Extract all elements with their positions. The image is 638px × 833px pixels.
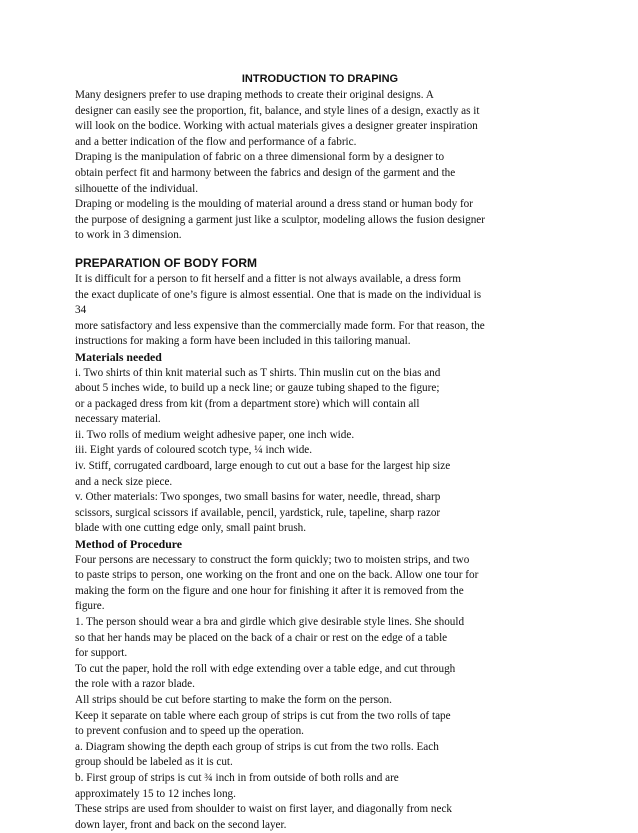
text-line: All strips should be cut before starting to make the form on the person. [75,693,392,706]
text-line: iii. Eight yards of coloured scotch type, ¼ inch wide. [75,444,313,457]
text-line: obtain perfect fit and harmony between the fabrics and design of the garment and the [75,166,456,179]
text-line: ii. Two rolls of medium weight adhesive paper, one inch wide. [75,428,355,441]
text-line: to prevent confusion and to speed up the operation. [75,725,304,738]
text-line: approximately 15 to 12 inches long. [75,787,236,800]
text-line: for support. [75,647,128,660]
text-line: a. Diagram showing the depth each group of strips is cut from the two rolls. Each [75,740,439,753]
text-line: It is difficult for a person to fit herself and a fitter is not always available, a dress form [75,272,461,285]
method-paragraph [75,553,525,833]
text-line: Draping is the manipulation of fabric on a three dimensional form by a designer to [75,151,445,164]
text-line: Four persons are necessary to construct the form quickly; two to moisten strips, and two [75,553,470,566]
text-line: more satisfactory and less expensive than the commercially made form. For that reason, the [75,319,485,332]
page-content [75,72,525,833]
text-line: to paste strips to person, one working on the front and one on the back. Allow one tour for [75,569,479,582]
text-line: scissors, surgical scissors if available, pencil, yardstick, rule, tapeline, sharp razor [75,506,441,519]
text-line: b. First group of strips is cut ¾ inch in from outside of both rolls and are [75,771,399,784]
text-line: making the form on the figure and one hour for finishing it after it is removed from the [75,584,464,597]
page-title: INTRODUCTION TO DRAPING [241,73,399,85]
text-line: v. Other materials: Two sponges, two small basins for water, needle, thread, sharp [75,491,441,504]
text-line: 1. The person should wear a bra and girdle which give desirable style lines. She should [75,616,465,628]
materials-list [75,366,525,538]
intro-paragraph [75,88,525,244]
text-line: Keep it separate on table where each group of strips is cut from the two rolls of tape [75,709,451,722]
text-line: figure. [75,600,105,613]
text-line: 34 [75,304,87,317]
text-line: designer can easily see the proportion, fit, balance, and style lines of a design, exactly as it [75,104,480,117]
text-line: and a neck size piece. [75,475,173,488]
text-line: necessary material. [75,413,161,426]
text-line: These strips are used from shoulder to waist on first layer, and diagonally from neck [75,803,453,816]
text-line: iv. Stiff, corrugated cardboard, large enough to cut out a base for the largest hip size [75,460,451,473]
text-line: the exact duplicate of one’s figure is almost essential. One that is made on the individual is [75,288,482,301]
text-line: blade with one cutting edge only, small paint brush. [75,522,307,535]
text-line: about 5 inches wide, to build up a neck line; or gauze tubing shaped to the figure; [75,382,440,395]
method-heading: Method of Procedure [75,537,183,552]
text-line: down layer, front and back on the second layer. [75,818,287,831]
section-heading: PREPARATION OF BODY FORM [75,255,258,270]
text-line: instructions for making a form have been included in this tailoring manual. [75,335,411,348]
preparation-paragraph [75,272,525,350]
text-line: silhouette of the individual. [75,182,199,195]
materials-heading: Materials needed [75,349,162,364]
text-line: Draping or modeling is the moulding of material around a dress stand or human body for [75,198,474,211]
text-line: and a better indication of the flow and performance of a fabric. [75,135,357,148]
text-line: the role with a razor blade. [75,678,195,691]
text-line: group should be labeled as it is cut. [75,756,233,769]
text-line: the purpose of designing a garment just like a sculptor, modeling allows the fusion designer [75,213,485,226]
text-line: or a packaged dress from kit (from a department store) which will contain all [75,397,420,410]
text-line: To cut the paper, hold the roll with edge extending over a table edge, and cut through [75,662,456,675]
text-line: Many designers prefer to use draping methods to create their original designs. A [75,89,434,101]
text-line: i. Two shirts of thin knit material such as T shirts. Thin muslin cut on the bias and [75,366,441,379]
text-line: will look on the bodice. Working with actual materials gives a designer greater inspiration [75,120,478,133]
text-line: to work in 3 dimension. [75,229,182,242]
text-line: so that her hands may be placed on the back of a chair or rest on the edge of a table [75,631,448,644]
